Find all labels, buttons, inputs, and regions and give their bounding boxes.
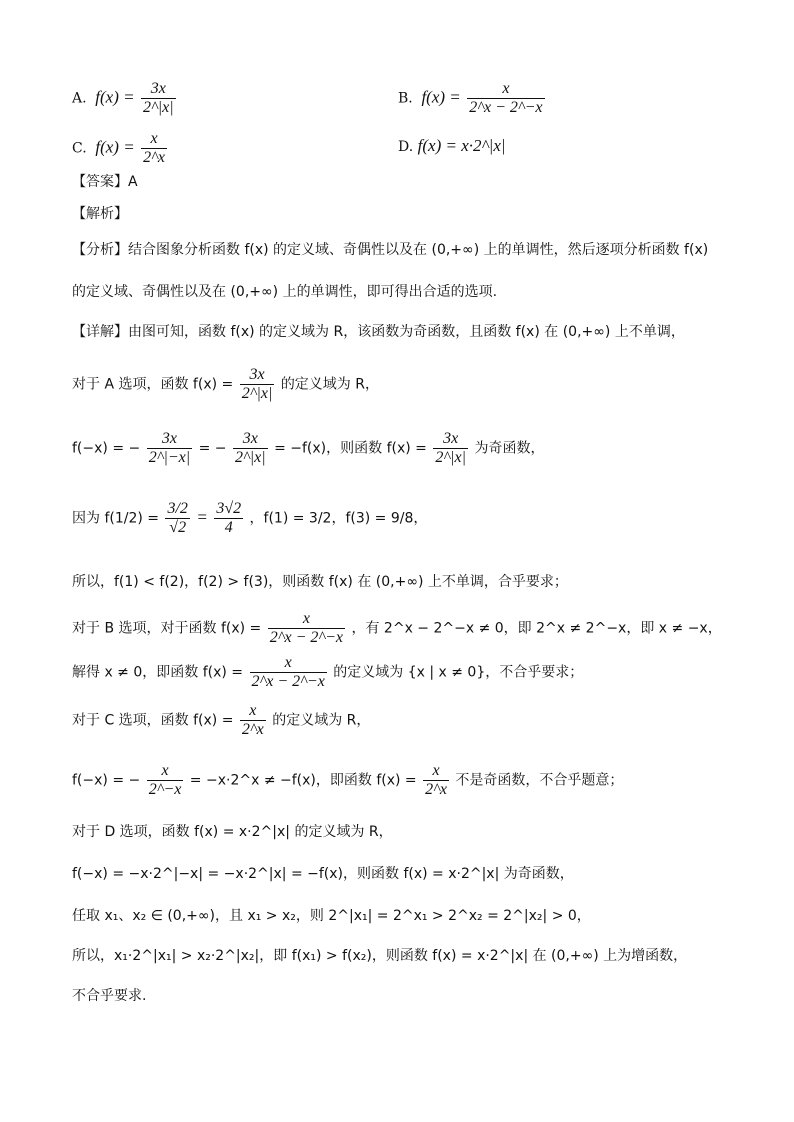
option-a-domain-fraction [240,366,275,403]
option-c-line-1 [72,702,370,739]
frac-den: 4 [214,518,243,537]
values-frac-2 [214,500,243,537]
frac-num: x [249,702,257,719]
b2-prefix: 解得 x ≠ 0，即函数 f(x) = [72,664,244,681]
frac-num: 3√2 [216,500,242,517]
odd-frac-1 [147,430,192,467]
odd-mid-2: = −f(x)，则函数 f(x) = [274,440,427,457]
option-c-fraction [141,130,167,167]
analysis-heading: 【解析】 [72,206,128,222]
option-d-line-4: 所以，x₁·2^|x₁| > x₂·2^|x₂|，即 f(x₁) > f(x₂)，则函数 f(x) = x·2^|x| 在 (0,+∞) 上为增函数， [72,948,688,964]
b1-prefix: 对于 B 选项，对于函数 f(x) = [72,620,262,637]
frac-den: 2^|x| [435,449,467,466]
option-c-denominator: 2^x [143,149,165,166]
option-a-fraction [141,80,176,117]
c2-prefix: f(−x) = − [72,772,141,789]
frac-num: x [284,654,292,671]
option-c-lhs: f(x) = [91,137,135,157]
odd-prefix: f(−x) = − [72,440,141,457]
c2-suffix: 不是奇函数，不合乎题意； [455,772,624,789]
frac-num: 3/2 [167,500,188,517]
odd-frac-3 [433,430,468,467]
frac-den: 2^|x| [234,449,266,466]
option-c-line-2 [72,762,623,799]
analysis-line-2: 的定义域、奇偶性以及在 (0,+∞) 上的单调性，即可得出合适的选项. [72,284,498,300]
option-b-line-2 [72,654,583,691]
values-frac-1 [165,500,189,537]
c2-mid: = −x·2^x ≠ −f(x)，即函数 f(x) = [189,772,417,789]
option-b [398,80,547,117]
option-b-lhs: f(x) = [417,87,461,107]
option-c-numerator: x [150,130,158,147]
odd-frac-2 [233,430,268,467]
option-b-denominator: 2^x − 2^−x [469,99,543,116]
option-d-expression: f(x) = x·2^|x| [417,136,506,155]
c2-frac-1 [147,762,184,799]
b2-fraction [250,654,327,691]
option-a-odd-line [72,430,544,467]
option-d [398,136,506,157]
option-d-line-1: 对于 D 选项，函数 f(x) = x·2^|x| 的定义域为 R， [72,824,393,840]
frac-den: 2^x − 2^−x [251,673,325,690]
option-c [72,130,169,167]
b2-suffix: 的定义域为 {x | x ≠ 0}，不合乎要求； [333,664,584,681]
frac-den: 2^x [425,781,447,798]
frac-num: 3x [242,430,258,447]
frac-num: 3x [249,366,265,383]
option-c-label: C. [72,140,87,157]
option-a-label: A. [72,90,87,107]
c1-suffix: 的定义域为 R， [272,712,371,729]
frac-den: 2^|−x| [148,449,191,466]
values-suffix: ，f(1) = 3/2，f(3) = 9/8， [249,510,428,527]
option-a-numerator: 3x [150,80,166,97]
analysis-line-1: 【分析】结合图象分析函数 f(x) 的定义域、奇偶性以及在 (0,+∞) 上的单调性，然后逐项分析函数 f(x) [72,242,709,258]
option-a-domain-line [72,366,379,403]
option-b-line-1 [72,610,722,647]
option-b-numerator: x [502,80,510,97]
option-b-label: B. [398,90,413,107]
option-a-values-line [72,500,427,537]
option-d-label: D. [398,139,414,155]
option-b-fraction [467,80,544,117]
b1-suffix: ，有 2^x − 2^−x ≠ 0，即 2^x ≠ 2^−x，即 x ≠ −x， [351,620,722,637]
odd-suffix: 为奇函数， [474,440,545,457]
c1-prefix: 对于 C 选项，函数 f(x) = [72,712,234,729]
c1-fraction [240,702,266,739]
frac-num: x [432,762,440,779]
values-equals: = [196,507,208,527]
detail-intro: 【详解】由图可知，函数 f(x) 的定义域为 R，该函数为奇函数，且函数 f(x) 在 (0,+∞) 上不单调， [72,324,685,340]
option-a-conclusion: 所以，f(1) < f(2)，f(2) > f(3)，则函数 f(x) 在 (0,+∞) 上不单调，合乎要求； [72,574,568,590]
option-d-line-2: f(−x) = −x·2^|−x| = −x·2^|x| = −f(x)，则函数 f(x) = x·2^|x| 为奇函数， [72,866,574,882]
frac-num: 3x [161,430,177,447]
b1-fraction [268,610,345,647]
values-prefix: 因为 f(1/2) = [72,510,160,527]
frac-den: 2^x − 2^−x [269,629,344,646]
frac-den: 2^x [241,721,264,738]
option-a-domain-suffix: 的定义域为 R， [280,376,379,393]
option-a-domain-prefix: 对于 A 选项，函数 f(x) = [72,376,234,393]
frac-den: 2^−x [148,781,182,798]
option-a-lhs: f(x) = [91,87,135,107]
frac-num: x [161,762,169,779]
answer-line: 【答案】A [72,174,138,190]
frac-num: x [302,610,310,627]
option-d-line-3: 任取 x₁、x₂ ∈ (0,+∞)，且 x₁ > x₂，则 2^|x₁| = 2^x₁ > 2^x₂ = 2^|x₂| > 0， [72,908,591,924]
frac-num: 3x [443,430,459,447]
c2-frac-2 [423,762,449,799]
frac-den: √2 [165,518,189,537]
option-a-denominator: 2^|x| [143,99,174,116]
odd-mid-1: = − [198,440,227,457]
option-a [72,80,178,117]
frac-den: 2^|x| [241,385,273,402]
option-d-line-5: 不合乎要求. [72,988,147,1004]
